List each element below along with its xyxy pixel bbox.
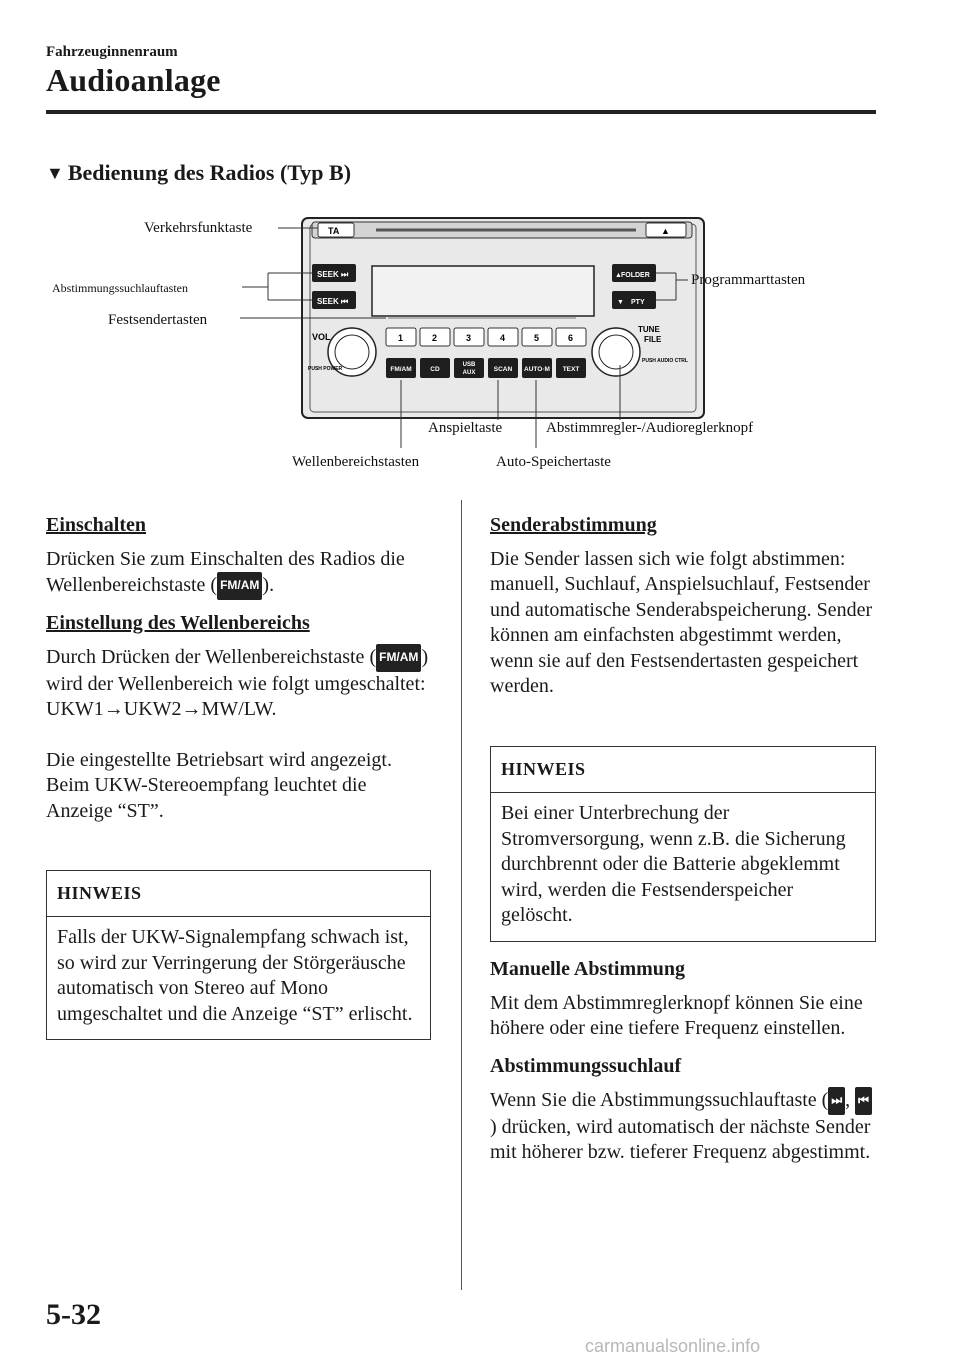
preset-button-label-5: 5	[534, 333, 540, 343]
label-auto-speichertaste: Auto-Speichertaste	[496, 454, 611, 470]
eject-icon: ▲	[661, 226, 670, 236]
text-manuelle-abstimmung: Mit dem Abstimmreglerknopf können Sie eine höhere oder eine tiefere Frequenz einstellen.	[490, 991, 863, 1039]
label-programmarttasten: Programmarttasten	[691, 272, 806, 288]
tune-label: TUNE	[638, 325, 660, 334]
push-power-label: PUSH POWER	[308, 366, 343, 372]
label-wellenbereichstasten: Wellenbereichstasten	[292, 454, 420, 470]
footer-watermark[interactable]: carmanualsonline.info	[585, 1336, 761, 1356]
label-festsendertasten: Festsendertasten	[108, 312, 208, 328]
label-verkehrsfunktaste: Verkehrsfunktaste	[144, 220, 253, 236]
label-abstimmungssuchlauftasten: Abstimmungssuchlauftasten	[52, 281, 188, 295]
text-suchlauf-a: Wenn Sie die Abstimmungssuchlauftaste (	[490, 1089, 829, 1111]
title-rule	[46, 110, 876, 114]
push-audio-label: PUSH AUDIO CTRL	[642, 358, 688, 364]
right-column-lower	[490, 957, 876, 1166]
heading-wellenbereich: Einstellung des Wellenbereichs	[46, 611, 310, 634]
seek-up-label: SEEK	[317, 270, 339, 279]
heading-manuelle-abstimmung: Manuelle Abstimmung	[490, 958, 686, 980]
seek-back-icon: ⏮	[341, 297, 349, 306]
note-body: Bei einer Unterbrechung der Stromversorgung, wenn z.B. die Sicherung durchbrennt oder die Batterie abgeklemmt wird, werden die Festsenderspeicher gelöscht.	[501, 802, 846, 926]
section-heading	[46, 160, 351, 186]
seek-back-icon: ⏮	[855, 1087, 872, 1115]
pty-label: PTY	[631, 299, 645, 306]
section-heading-text: Bedienung des Radios (Typ B)	[67, 160, 352, 185]
preset-button-label-3: 3	[466, 333, 472, 343]
triangle-icon: ▼	[46, 163, 64, 183]
text-suchlauf-sep: ,	[845, 1089, 856, 1111]
label-anspieltaste: Anspieltaste	[428, 420, 503, 436]
text-abstimmungssuchlauf	[490, 1087, 876, 1166]
text-einschalten-b: ).	[262, 574, 275, 596]
folder-label: FOLDER	[621, 272, 650, 279]
note-heading: HINWEIS	[491, 747, 875, 793]
preset-button-label-4: 4	[500, 333, 506, 343]
text-betriebsart: Die eingestellte Betriebsart wird angezeigt. Beim UKW-Stereoempfang leuchtet die Anzeige “ST”.	[46, 748, 392, 822]
text-wellenbereich-a: Durch Drücken der Wellenbereichstaste (	[46, 646, 377, 668]
function-button-label-3: AUX	[462, 370, 476, 376]
svg-text:▲: ▲	[615, 272, 622, 279]
seek-forward-icon: ⏭	[828, 1087, 845, 1115]
text-einschalten-a: Drücken Sie zum Einschalten des Radios die Wellenbereichstaste (	[46, 547, 405, 596]
function-button-label-4: SCAN	[493, 366, 513, 373]
vol-label: VOL	[312, 332, 331, 342]
svg-text:▼: ▼	[617, 299, 624, 306]
seek-down-label: SEEK	[317, 297, 339, 306]
ta-button-label: TA	[328, 226, 340, 236]
function-button-label-6: TEXT	[562, 366, 580, 373]
file-label: FILE	[644, 335, 662, 344]
function-button-label-2: CD	[430, 366, 440, 373]
preset-button-label-2: 2	[432, 333, 438, 343]
note-heading: HINWEIS	[47, 871, 430, 917]
display	[372, 266, 594, 316]
preset-button-label-1: 1	[398, 333, 404, 343]
section-label: Fahrzeuginnenraum	[46, 44, 178, 60]
text-wellenbereich-b: ) wird der Wellenbereich wie folgt umgeschaltet: UKW1→UKW2→MW/LW.	[46, 646, 429, 720]
note-body: Falls der UKW-Signalempfang schwach ist, so wird zur Verringerung der Störgeräusche automatisch von Stereo auf Mono umgeschaltet und die Anzeige “ST” erlischt.	[57, 926, 413, 1025]
note-box-left	[46, 870, 431, 1040]
page-number: 5-32	[46, 1298, 101, 1331]
function-button-label-5: AUTO·M	[524, 366, 550, 373]
fm-am-button-icon: FM/AM	[376, 644, 421, 672]
text-wellenbereich	[46, 644, 431, 723]
seek-forward-icon: ⏭	[341, 270, 349, 279]
text-senderabstimmung: Die Sender lassen sich wie folgt abstimmen: manuell, Suchlauf, Anspielsuchlauf, Festsender und automatische Senderabspeicherung. Sender können am einfachsten abgestimmt werden, wenn sie auf den Festsendertasten gespeichert werden.	[490, 547, 873, 697]
text-suchlauf-b: ) drücken, wird automatisch der nächste Sender mit höherer bzw. tieferer Frequenz abgestimmt.	[490, 1115, 871, 1163]
heading-abstimmungssuchlauf: Abstimmungssuchlauf	[490, 1054, 682, 1077]
right-column	[490, 513, 876, 700]
text-einschalten	[46, 547, 431, 600]
heading-senderabstimmung: Senderabstimmung	[490, 514, 657, 536]
page-title: Audioanlage	[46, 62, 221, 98]
preset-button-label-6: 6	[568, 333, 574, 343]
function-button-label-3: USB	[462, 362, 476, 368]
function-button-label-1: FM/AM	[390, 366, 412, 373]
note-box-right	[490, 746, 876, 942]
radio-diagram	[46, 200, 876, 480]
column-divider	[461, 500, 462, 1290]
label-abstimmregler: Abstimmregler-/Audioreglerknopf	[546, 420, 754, 436]
heading-einschalten: Einschalten	[46, 514, 147, 536]
left-column	[46, 513, 431, 824]
fm-am-button-icon: FM/AM	[217, 572, 262, 600]
